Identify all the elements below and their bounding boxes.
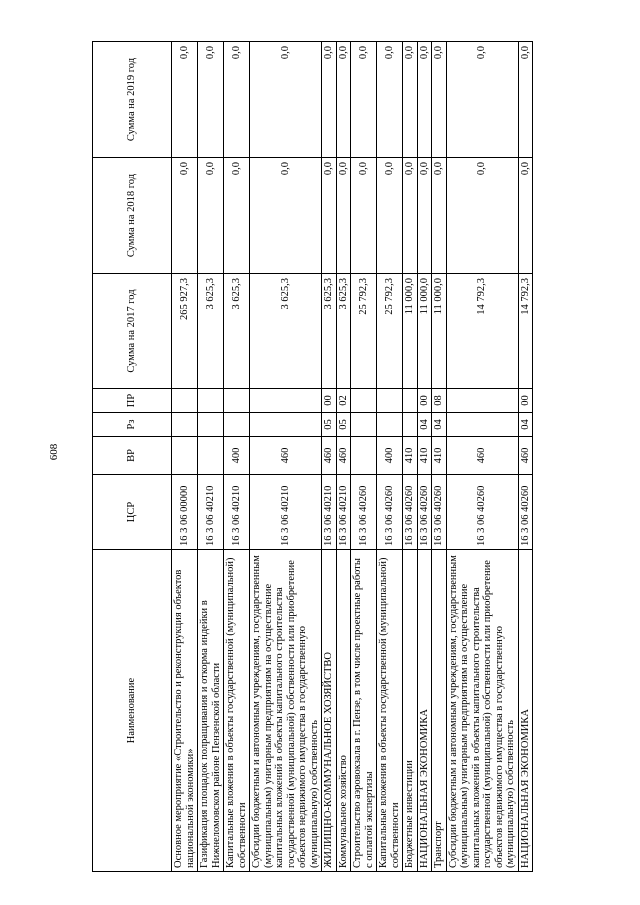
cell-sum-2018: 0,0 <box>432 158 447 274</box>
cell-sum-2017: 25 792,3 <box>351 274 377 389</box>
cell-sum-2018: 0,0 <box>377 158 403 274</box>
cell-sum-2017: 3 625,3 <box>322 274 337 389</box>
cell-rz: 04 <box>518 413 533 437</box>
cell-csr: 16 3 06 40260 <box>432 475 447 550</box>
cell-pr: 00 <box>417 389 432 413</box>
cell-sum-2018: 0,0 <box>172 158 198 274</box>
cell-vr: 460 <box>446 437 518 475</box>
table-row <box>432 42 447 872</box>
cell-sum-2019: 0,0 <box>432 42 447 158</box>
cell-sum-2017: 3 625,3 <box>198 274 224 389</box>
table-row <box>446 42 518 872</box>
cell-name: Строительство аэровокзала в г. Пензе, в том числе проектные работы с оплатой экспертизы <box>351 550 377 872</box>
cell-sum-2017: 265 927,3 <box>172 274 198 389</box>
cell-csr: 16 3 06 40260 <box>403 475 418 550</box>
cell-vr <box>172 437 198 475</box>
cell-vr <box>351 437 377 475</box>
cell-sum-2019: 0,0 <box>417 42 432 158</box>
cell-csr: 16 3 06 40260 <box>351 475 377 550</box>
cell-pr <box>172 389 198 413</box>
cell-name: НАЦИОНАЛЬНАЯ ЭКОНОМИКА <box>518 550 533 872</box>
cell-vr <box>198 437 224 475</box>
cell-sum-2018: 0,0 <box>250 158 322 274</box>
cell-vr: 460 <box>322 437 337 475</box>
cell-vr: 400 <box>224 437 250 475</box>
cell-sum-2019: 0,0 <box>336 42 351 158</box>
cell-pr: 08 <box>432 389 447 413</box>
cell-sum-2019: 0,0 <box>250 42 322 158</box>
header-name: Наименование <box>93 550 172 872</box>
cell-pr <box>224 389 250 413</box>
cell-csr: 16 3 06 40210 <box>322 475 337 550</box>
table-row <box>322 42 337 872</box>
cell-pr <box>446 389 518 413</box>
cell-sum-2018: 0,0 <box>403 158 418 274</box>
cell-pr: 00 <box>518 389 533 413</box>
cell-rz: 04 <box>432 413 447 437</box>
cell-sum-2018: 0,0 <box>336 158 351 274</box>
header-sum-2018: Сумма на 2018 год <box>93 158 172 274</box>
header-pr: ПР <box>93 389 172 413</box>
cell-csr: 16 3 06 00000 <box>172 475 198 550</box>
cell-rz <box>198 413 224 437</box>
cell-name: ЖИЛИЩНО-КОММУНАЛЬНОЕ ХОЗЯЙСТВО <box>322 550 337 872</box>
cell-sum-2017: 11 000,0 <box>403 274 418 389</box>
page-number: 608 <box>48 443 60 461</box>
cell-csr: 16 3 06 40260 <box>417 475 432 550</box>
cell-name: Субсидии бюджетным и автономным учреждениям, государственным (муниципальным) унитарным предприятиям на осуществление капитальных вложений в объекты капитального строительства государственной (муниципальной) собственности или приобретение объектов недвижимого имущества в государственную (муниципальную) собственность <box>446 550 518 872</box>
header-sum-2017: Сумма на 2017 год <box>93 274 172 389</box>
cell-sum-2017: 25 792,3 <box>377 274 403 389</box>
cell-csr: 16 3 06 40210 <box>198 475 224 550</box>
cell-sum-2017: 14 792,3 <box>446 274 518 389</box>
cell-sum-2017: 3 625,3 <box>250 274 322 389</box>
cell-sum-2017: 11 000,0 <box>417 274 432 389</box>
table-row <box>336 42 351 872</box>
cell-name: НАЦИОНАЛЬНАЯ ЭКОНОМИКА <box>417 550 432 872</box>
cell-rz: 04 <box>417 413 432 437</box>
cell-pr <box>403 389 418 413</box>
table-row <box>198 42 224 872</box>
cell-vr: 460 <box>250 437 322 475</box>
cell-rz: 05 <box>322 413 337 437</box>
cell-vr: 410 <box>403 437 418 475</box>
cell-sum-2019: 0,0 <box>322 42 337 158</box>
cell-sum-2018: 0,0 <box>417 158 432 274</box>
cell-pr <box>377 389 403 413</box>
cell-pr: 00 <box>322 389 337 413</box>
cell-rz <box>351 413 377 437</box>
cell-rz <box>403 413 418 437</box>
cell-csr: 16 3 06 40260 <box>377 475 403 550</box>
table-row <box>518 42 533 872</box>
table-row <box>351 42 377 872</box>
cell-rz: 05 <box>336 413 351 437</box>
cell-csr: 16 3 06 40210 <box>250 475 322 550</box>
cell-name: Капитальные вложения в объекты государственной (муниципальной) собственности <box>224 550 250 872</box>
cell-csr: 16 3 06 40260 <box>518 475 533 550</box>
cell-sum-2017: 11 000,0 <box>432 274 447 389</box>
cell-csr: 16 3 06 40210 <box>336 475 351 550</box>
cell-sum-2019: 0,0 <box>377 42 403 158</box>
table-row <box>224 42 250 872</box>
cell-sum-2019: 0,0 <box>351 42 377 158</box>
cell-rz <box>172 413 198 437</box>
cell-name: Субсидии бюджетным и автономным учреждениям, государственным (муниципальным) унитарным предприятиям на осуществление капитальных вложений в объекты капитального строительства государственной (муниципальной) собственности или приобретение объектов недвижимого имущества в государственную (муниципальную) собственность <box>250 550 322 872</box>
cell-vr: 400 <box>377 437 403 475</box>
table-row <box>417 42 432 872</box>
cell-sum-2019: 0,0 <box>518 42 533 158</box>
cell-csr: 16 3 06 40260 <box>446 475 518 550</box>
cell-name: Газификация площадок полращивания и откорма индейки в Нижнеломовском районе Пензенской области <box>198 550 224 872</box>
header-row <box>93 42 172 872</box>
header-csr: ЦСР <box>93 475 172 550</box>
cell-name: Транспорт <box>432 550 447 872</box>
cell-sum-2019: 0,0 <box>403 42 418 158</box>
cell-pr: 02 <box>336 389 351 413</box>
cell-csr: 16 3 06 40210 <box>224 475 250 550</box>
cell-pr <box>198 389 224 413</box>
cell-sum-2019: 0,0 <box>198 42 224 158</box>
table-row <box>172 42 198 872</box>
cell-sum-2018: 0,0 <box>518 158 533 274</box>
cell-rz <box>250 413 322 437</box>
cell-rz <box>377 413 403 437</box>
budget-table <box>92 41 533 872</box>
cell-vr: 460 <box>518 437 533 475</box>
header-vr: ВР <box>93 437 172 475</box>
cell-rz <box>446 413 518 437</box>
cell-vr: 410 <box>417 437 432 475</box>
table-row <box>377 42 403 872</box>
cell-vr: 460 <box>336 437 351 475</box>
header-sum-2019: Сумма на 2019 год <box>93 42 172 158</box>
cell-sum-2017: 3 625,3 <box>336 274 351 389</box>
cell-sum-2017: 3 625,3 <box>224 274 250 389</box>
cell-name: Капитальные вложения в объекты государственной (муниципальной) собственности <box>377 550 403 872</box>
cell-sum-2018: 0,0 <box>322 158 337 274</box>
cell-sum-2018: 0,0 <box>351 158 377 274</box>
table-row <box>250 42 322 872</box>
cell-name: Бюджетные инвестиции <box>403 550 418 872</box>
cell-rz <box>224 413 250 437</box>
cell-sum-2017: 14 792,3 <box>518 274 533 389</box>
cell-name: Коммунальное хозяйство <box>336 550 351 872</box>
cell-pr <box>351 389 377 413</box>
table-row <box>403 42 418 872</box>
cell-sum-2019: 0,0 <box>172 42 198 158</box>
header-rz: Рз <box>93 413 172 437</box>
cell-vr: 410 <box>432 437 447 475</box>
cell-name: Основное мероприятие «Строительство и реконструкция объектов национальной экономики» <box>172 550 198 872</box>
cell-sum-2019: 0,0 <box>446 42 518 158</box>
cell-sum-2018: 0,0 <box>198 158 224 274</box>
cell-sum-2018: 0,0 <box>224 158 250 274</box>
rotated-page <box>92 42 544 872</box>
cell-sum-2018: 0,0 <box>446 158 518 274</box>
cell-pr <box>250 389 322 413</box>
cell-sum-2019: 0,0 <box>224 42 250 158</box>
